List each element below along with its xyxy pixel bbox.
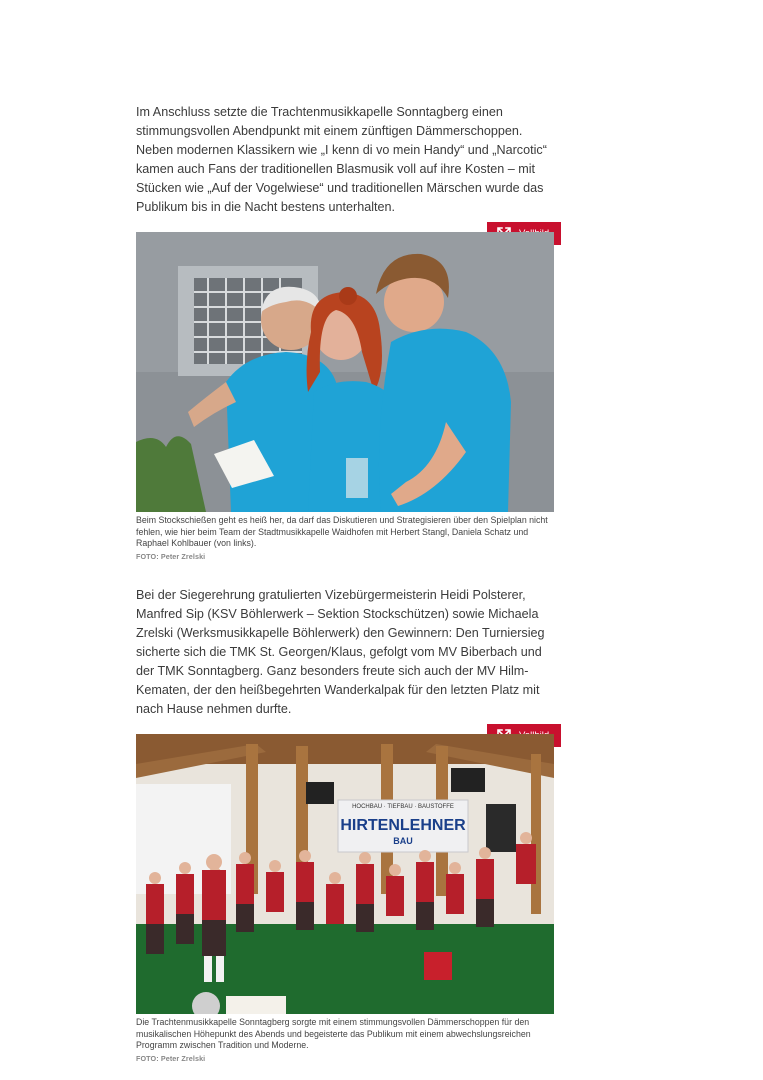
photo-illustration (136, 232, 554, 512)
photo-daemmerschoppen[interactable] (136, 734, 554, 1014)
banner-text: HIRTENLEHNER (340, 817, 466, 834)
article-paragraph: Bei der Siegerehrung gratulierten Vizebürgermeisterin Heidi Polsterer, Manfred Sip (KSV Böhlerwerk – Sektion Stockschützen) sowie Michaela Zrelski (Werksmusikkapelle Böhlerwerk) den Gewinnern: Den Turniersieg sicherte sich die TMK St. Georgen/Klaus, gefolgt vom MV Biberbach und der TMK Sonntagberg. Ganz besonders freute sich auch der MV Hilm-Kematen, der den heißbegehrten Wanderkalpak für den letzten Platz mit nach Hause nehmen durfte. (136, 588, 545, 716)
article-paragraph: Im Anschluss setzte die Trachtenmusikkapelle Sonntagberg einen stimmungsvollen Abendpunkt mit einem zünftigen Dämmerschoppen. Neben modernen Klassikern wie „I kenn di vo mein Handy“ und „Narcotic“ kamen auch Fans der traditionellen Blasmusik voll auf ihre Kosten – mit Stücken wie „Auf der Vogelwiese“ und traditionellen Märschen wurde das Publikum bis in die Nacht bestens unterhalten. (136, 105, 547, 214)
photo-credit: FOTO: Peter Zrelski (136, 551, 206, 561)
figure-daemmerschoppen (136, 734, 554, 1063)
photo-credit: FOTO: Peter Zrelski (136, 1053, 206, 1063)
banner-suffix: BAU (393, 836, 413, 846)
figure-stockschiessen (136, 232, 554, 561)
photo-illustration (136, 734, 554, 1014)
banner-subtext: HOCHBAU · TIEFBAU · BAUSTOFFE (352, 804, 454, 810)
photo-stockschiessen[interactable] (136, 232, 554, 512)
photo-caption: Beim Stockschießen geht es heiß her, da darf das Diskutieren und Strategisieren über den Spielplan nicht fehlen, wie hier beim Team der Stadtmusikkapelle Waidhofen mit Herbert Stangl, Daniela Schatz und Raphael Kohlbauer (von links). (136, 515, 548, 549)
photo-caption: Die Trachtenmusikkapelle Sonntagberg sorgte mit einem stimmungsvollen Dämmerschoppen für den musikalischen Höhepunkt des Abends und begeisterte das Publikum mit einem abwechslungsreichen Programm zwischen Tradition und Moderne. (136, 1017, 531, 1051)
